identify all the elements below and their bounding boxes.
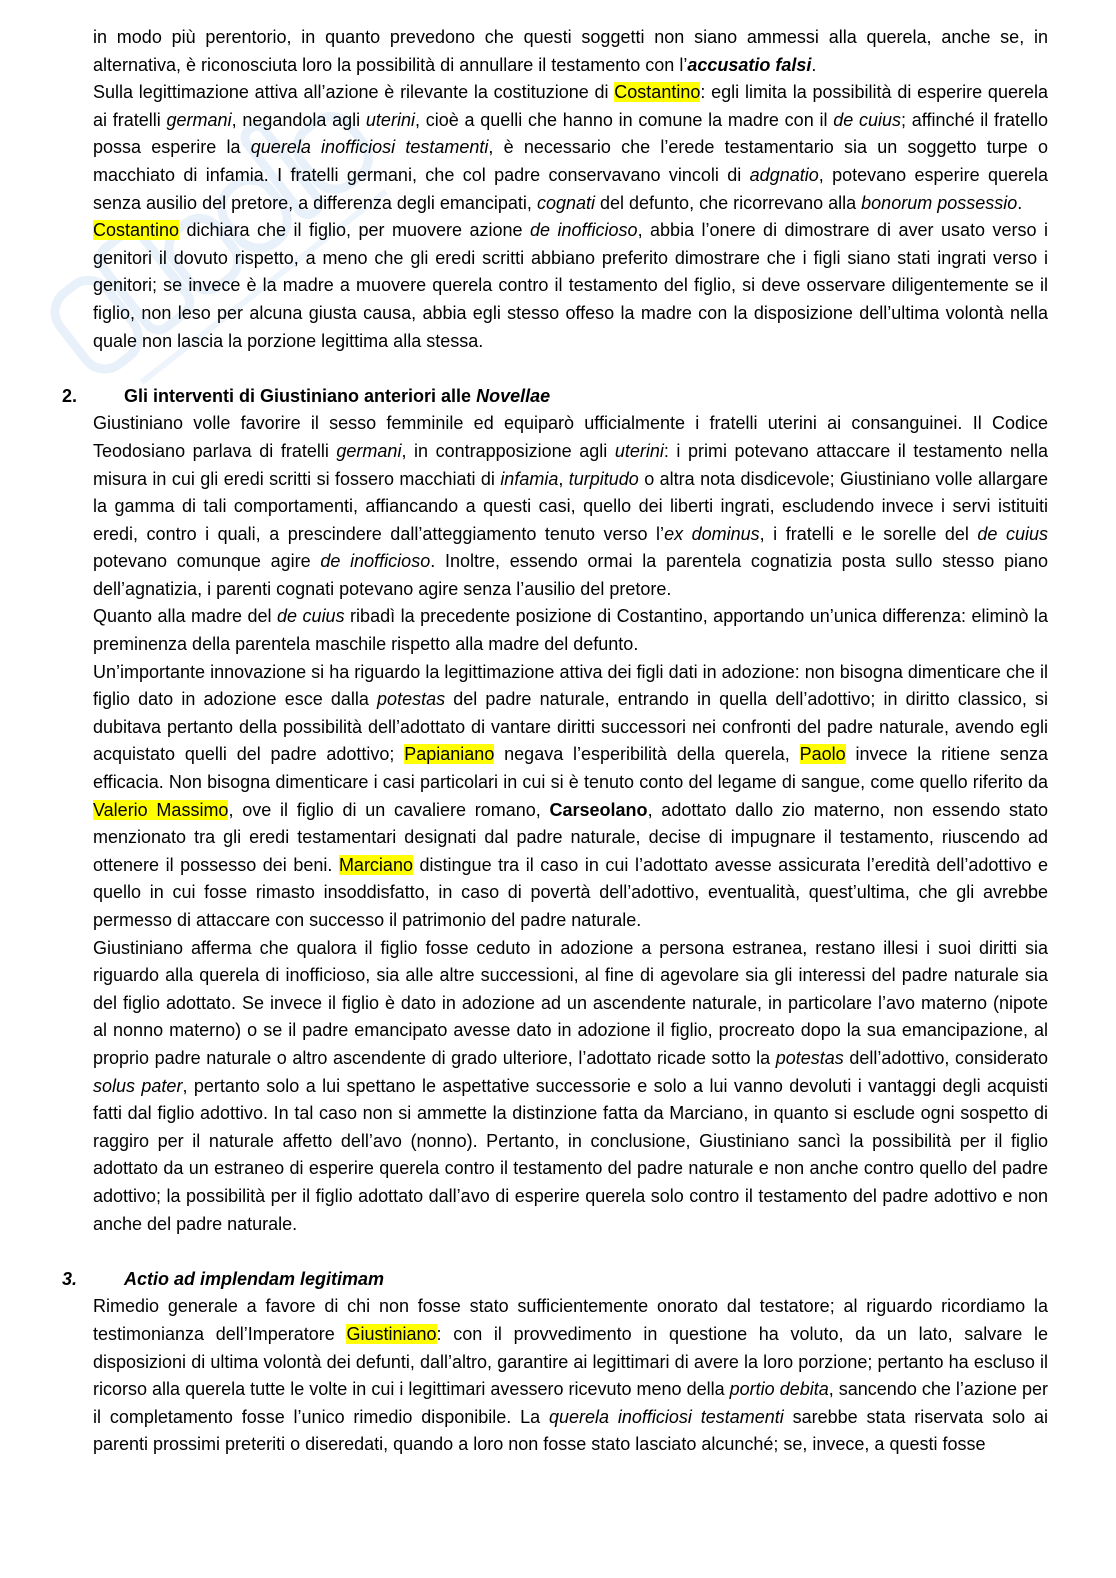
italic-term: germani xyxy=(336,440,402,461)
bold-italic-term: Novellae xyxy=(476,385,551,406)
italic-term: adgnatio xyxy=(749,164,819,185)
text-run: : i primi potevano attaccare il testamento nella misura in cui gli eredi scritti si fossero macchiati di xyxy=(93,440,1049,489)
text-run: , abbia l’onere di dimostrare di aver usato verso i genitori il dovuto rispetto, a meno che gli eredi scritti abbiano preferito dimostrare che i figli siano stati ingrati verso i genitori; se invece è la madre a muovere querela contro il testamento del figlio, si deve osservare diligentemente se il figlio, non leso per alcuna giusta causa, abbia egli stesso offeso la madre con la disposizione dell’ultima volontà nella quale non lascia la porzione legittima alla stessa. xyxy=(93,220,1049,351)
text-run: sarebbe stata riservata solo ai parenti prossimi preteriti o diseredati, quando a loro non fosse stato lasciato alcunché; se, invece, a questi fosse xyxy=(93,1406,1048,1455)
text-run: . xyxy=(811,54,817,75)
text-run: , è necessario che l’erede testamentario sia un soggetto turpe o macchiato di infamia. I fratelli germani, che col padre conservavano vincoli di xyxy=(93,137,1049,185)
text-run: negava l’esperibilità della querela, xyxy=(494,744,800,765)
paragraph xyxy=(93,410,1048,603)
text-run: Sulla legittimazione attiva all’azione è rilevante la costituzione di xyxy=(93,82,615,103)
text-run: Giustiniano afferma che qualora il figlio fosse ceduto in adozione a persona estranea, restano illesi i suoi diritti sia riguardo alla querela di inofficioso, sia alle altre successioni, al fine di agevolare sia gli interessi del padre naturale sia del figlio adottato. Se invece il figlio è dato in adozione ad un ascendente naturale, in particolare l’avo materno (nipote al nonno materno) o se il padre emancipato avesse dato in adozione il figlio, procreato dopo la sua emancipazione, al proprio padre naturale o altro ascendente di grado ulteriore, l’adottato ricade sotto la xyxy=(93,937,1048,1068)
highlighted-name: Marciano xyxy=(338,854,413,875)
italic-term: germani xyxy=(166,109,232,130)
italic-term: de cuius xyxy=(833,109,901,130)
section-number: 2. xyxy=(62,385,78,406)
text-run: , i fratelli e le sorelle del xyxy=(759,523,978,544)
bold-term: Carseolano xyxy=(549,799,648,820)
italic-term: querela inofficiosi testamenti xyxy=(548,1406,784,1427)
paragraph xyxy=(93,603,1048,658)
italic-term: turpitudo xyxy=(568,468,639,489)
italic-term: potestas xyxy=(377,689,446,710)
text-run: . Inoltre, essendo ormai la parentela cognatizia posta sullo stesso piano dell’agnatizia, i parenti cognati potevano agire senza l’ausilio del pretore. xyxy=(93,551,1048,599)
highlighted-name: Paolo xyxy=(799,744,846,765)
text-run: distingue tra il caso in cui l’adottato avesse assicurata l’eredità dell’adottivo e quello in cui fosse rimasto insoddisfatto, in caso di povertà dell’adottivo, eventualità, quest’ultima, che gli avrebbe permesso di attaccare con successo il patrimonio del padre naturale. xyxy=(93,854,1048,930)
text-run: potevano comunque agire xyxy=(93,551,321,572)
section-heading xyxy=(62,1266,1048,1294)
italic-term: querela inofficiosi testamenti xyxy=(250,137,489,158)
text-run: Un’importante innovazione si ha riguardo la legittimazione attiva dei figli dati in adozione: non bisogna dimenticare che il figlio dato in adozione esce dalla xyxy=(93,661,1048,710)
text-run: , ove il figlio di un cavaliere romano, xyxy=(228,799,550,820)
section-heading xyxy=(62,383,1048,411)
highlighted-name: Giustiniano xyxy=(346,1323,437,1344)
italic-term: de cuius xyxy=(977,523,1048,544)
italic-term: bonorum possessio xyxy=(861,192,1018,213)
section-number: 3. xyxy=(62,1268,78,1289)
text-run: , in contrapposizione agli xyxy=(401,440,615,461)
text-run: , negandola agli xyxy=(231,109,366,130)
text-run: del padre naturale, entrando in quella dell’adottivo; in diritto classico, si dubitava pertanto della possibilità dell’adottato di vantare diritti successori nei confronti del padre naturale, avendo egli acquistato quelli del padre adottivo; xyxy=(93,689,1048,765)
text-run: dichiara che il figlio, per muovere azione xyxy=(179,220,531,241)
highlighted-name: Costantino xyxy=(614,82,701,103)
text-run: ; affinché il fratello possa esperire la xyxy=(93,109,1048,158)
italic-term: uterini xyxy=(365,109,415,130)
section-3 xyxy=(62,1266,1049,1459)
paragraph xyxy=(93,935,1048,1239)
text-run: . xyxy=(1017,192,1023,213)
text-run: Rimedio generale a favore di chi non fosse stato sufficientemente onorato dal testatore; al riguardo ricordiamo la testimonianza dell’Imperatore xyxy=(93,1296,1048,1344)
paragraph xyxy=(93,659,1048,935)
document-body xyxy=(62,24,1049,1459)
text-run: , pertanto solo a lui spettano le aspettative successorie e solo a lui vanno devoluti i vantaggi degli acquisti fatti dal figlio adottivo. In tal caso non si ammette la distinzione fatta da Marciano, in quanto si esclude ogni sospetto di raggiro per il naturale affetto dell’avo (nonno). Pertanto, in conclusione, Giustiniano sancì la possibilità per il figlio adottato da un estraneo di esperire querela contro il testamento del padre naturale e non anche contro quello del padre adottivo; la possibilità per il figlio adottato dall’avo di esperire querela solo contro il testamento del padre adottivo e non anche del padre naturale. xyxy=(93,1075,1048,1234)
text-run: o altra nota disdicevole; Giustiniano volle allargare la gamma di tali comportamenti, affiancando a questi casi, quello dei liberti ingrati, escludendo invece i servi istituiti eredi, contro i quali, a prescindere dall’atteggiamento tenuto verso l’ xyxy=(93,468,1048,544)
text-run: Quanto alla madre del xyxy=(93,606,278,627)
italic-term: ex dominus xyxy=(664,523,760,544)
paragraph xyxy=(93,24,1048,79)
highlighted-name: Papianiano xyxy=(404,744,495,765)
text-run: dell’adottivo, considerato xyxy=(843,1047,1049,1068)
bold-italic-term: Actio ad implendam legitimam xyxy=(124,1268,385,1289)
section-1-continued xyxy=(93,24,1048,355)
text-run: del defunto, che ricorrevano alla xyxy=(594,192,862,213)
highlighted-name: Valerio Massimo xyxy=(93,799,229,820)
italic-term: potestas xyxy=(775,1047,844,1068)
section-title xyxy=(124,1269,384,1289)
italic-term: uterini xyxy=(614,440,664,461)
paragraph xyxy=(93,79,1048,217)
italic-term: cognati xyxy=(536,192,595,213)
bold-italic-term: accusatio falsi xyxy=(687,54,812,75)
section-2 xyxy=(62,383,1049,1238)
text-run: Giustiniano volle favorire il sesso femminile ed equiparò ufficialmente i fratelli uterini ai consanguinei. Il Codice Teodosiano parlava di fratelli xyxy=(93,413,1048,461)
paragraph xyxy=(93,1293,1048,1459)
text-run: ribadì la precedente posizione di Costantino, apportando un’unica differenza: eliminò la preminenza della parentela maschile rispetto alla madre del defunto. xyxy=(93,606,1049,655)
italic-term: infamia xyxy=(500,468,559,489)
text-run: , adottato dallo zio materno, non essendo stato menzionato tra gli eredi testamentari designati dal padre naturale, decise di impugnare il testamento, riuscendo ad ottenere il possesso dei beni. xyxy=(93,799,1048,875)
italic-term: portio debita xyxy=(729,1379,829,1400)
italic-term: de cuius xyxy=(277,606,345,627)
text-run: , potevano esperire querela senza ausilio del pretore, a differenza degli emancipati, xyxy=(93,164,1048,213)
text-run: : egli limita la possibilità di esperire querela ai fratelli xyxy=(93,82,1048,130)
italic-term: de inofficioso xyxy=(320,551,431,572)
text-run: invece la ritiene senza efficacia. Non bisogna dimenticare i casi particolari in cui si è tenuto conto del legame di sangue, come quello riferito da xyxy=(93,744,1048,793)
text-run: , sancendo che l’azione per il completamento fosse l’unico rimedio disponibile. La xyxy=(93,1379,1048,1427)
italic-term: de inofficioso xyxy=(530,220,638,241)
italic-term: solus pater xyxy=(93,1075,183,1096)
section-title xyxy=(124,386,550,406)
bold-term: Gli interventi di Giustiniano anteriori alle xyxy=(124,385,477,406)
highlighted-name: Costantino xyxy=(93,220,180,241)
paragraph xyxy=(93,217,1048,355)
text-run: , xyxy=(558,468,569,489)
text-run: in modo più perentorio, in quanto prevedono che questi soggetti non siano ammessi alla querela, anche se, in alternativa, è riconosciuta loro la possibilità di annullare il testamento con l’ xyxy=(93,27,1048,75)
text-run: : con il provvedimento in questione ha voluto, da un lato, salvare le disposizioni di ultima volontà dei defunti, dall’altro, garantire ai legittimari di avere la loro porzione; pertanto ha escluso il ricorso alla querela tutte le volte in cui i legittimari avessero ricevuto meno della xyxy=(93,1323,1049,1400)
text-run: , cioè a quelli che hanno in comune la madre con il xyxy=(414,109,834,130)
